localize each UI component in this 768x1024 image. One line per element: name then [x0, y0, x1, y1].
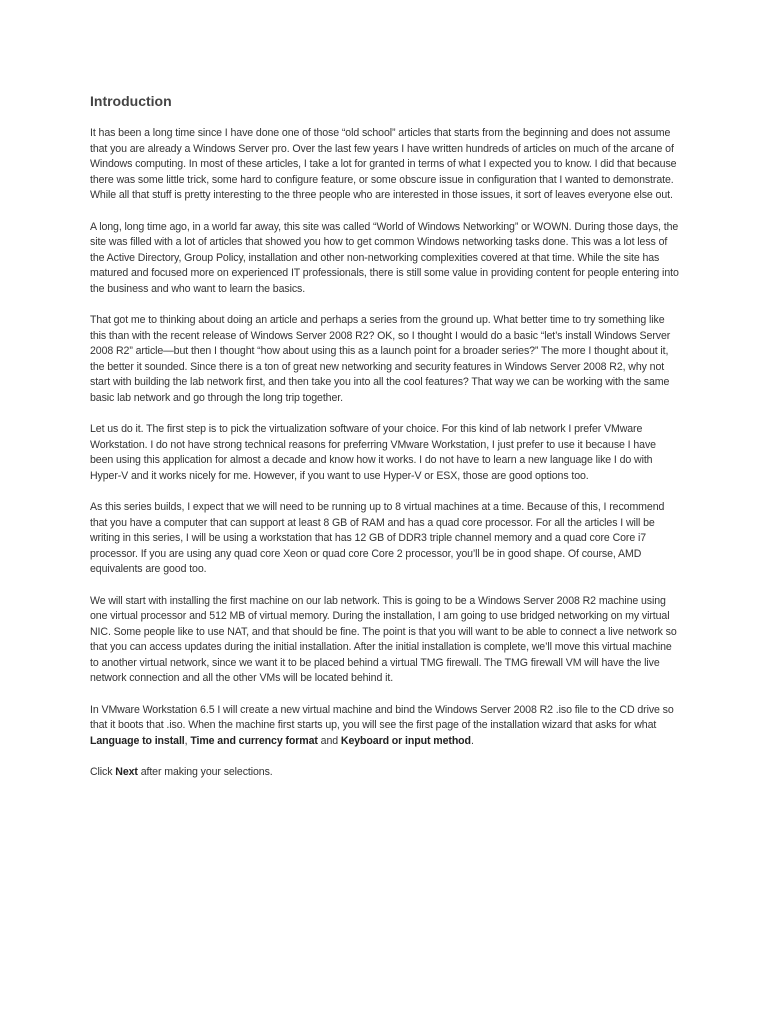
bold-next: Next [115, 766, 138, 778]
bold-language-to-install: Language to install [90, 734, 185, 747]
install-separator-1: , [184, 734, 191, 747]
install-text-after: . [470, 734, 474, 747]
paragraph-install-wizard [90, 703, 680, 750]
paragraph-first-machine: We will start with installing the first machine on our lab network. This is going to be a Windows Server 2008 R2 machine using one virtual processor and 512 MB of virtual memory. During the installation, I am going to use bridged networking on my virtual NIC. Some people like to use NAT, and that should be fine. The point is that you will want to be able to connect a live network so that you can access updates during the initial installation. After the initial installation is complete, we’ll move this virtual machine to another virtual network, since we want it to be placed behind a virtual TMG firewall. The TMG firewall VM will have the live network connection and all the other VMs will be located behind it. [90, 594, 677, 684]
document-page [90, 91, 680, 797]
click-text-before: Click [90, 766, 116, 778]
bold-keyboard-input-method: Keyboard or input method [340, 734, 471, 747]
bold-time-currency-format: Time and currency format [190, 734, 318, 747]
paragraph-click-next [90, 765, 680, 781]
paragraph-hardware: As this series builds, I expect that we will need to be running up to 8 virtual machines at a time. Because of this, I recommend that you have a computer that can support at least 8 GB of RAM and has a quad core processor. For all the articles I will be writing in this series, I will be using a workstation that has 12 GB of DDR3 triple channel memory and a quad core Core i7 processor. If you are using any quad core Xeon or quad core Core 2 processor, you’ll be in good shape. Of course, AMD equivalents are good too. [90, 501, 665, 575]
install-separator-2: and [317, 734, 341, 747]
paragraph-series-idea: That got me to thinking about doing an article and perhaps a series from the ground up. What better time to try something like this than with the recent release of Windows Server 2008 R2? OK, so I thought I would do a basic “let’s install Windows Server 2008 R2” article—but then I thought “how about using this as a launch point for a broader series?” The more I thought about it, the better it sounded. Since there is a ton of great new networking and security features in Windows Server 2008 R2, why not start with building the lab network first, and then take you into all the cool features? That way we can be working with the same basic lab network and go through the long trip together. [90, 314, 671, 404]
paragraph-virtualization: Let us do it. The first step is to pick the virtualization software of your choice. For this kind of lab network I prefer VMware Workstation. I do not have strong technical reasons for preferring VMware Workstation, I just prefer to use it because I have been using this application for almost a decade and know how it works. I do not have to learn a new language like I do with Hyper-V and it works nicely for me. However, if you want to use Hyper-V or ESX, those are good options too. [90, 423, 656, 482]
paragraph-intro: It has been a long time since I have done one of those “old school” articles that starts from the beginning and does not assume that you are already a Windows Server pro. Over the last few years I have written hundreds of articles on much of the arcane of Windows computing. In most of these articles, I take a lot for granted in terms of what I expected you to know. I did that because there was some little trick, some hard to configure feature, or some obscure issue in configuration that I wanted to demonstrate. While all that stuff is pretty interesting to the three people who are interested in those issues, it sort of leaves everyone else out. [90, 127, 677, 201]
section-heading: Introduction [90, 93, 172, 109]
paragraph-wown-history: A long, long time ago, in a world far away, this site was called “World of Windows Networking” or WOWN. During those days, the site was filled with a lot of articles that showed you how to get common Windows networking tasks done. This was a lot less of the Active Directory, Group Policy, installation and other non-networking complexities covered at that time. While the site has matured and focused more on experienced IT professionals, there is still some value in providing content for people entering into the business and who want to learn the basics. [90, 220, 679, 295]
click-text-after: after making your selections. [137, 766, 273, 778]
install-text-before: In VMware Workstation 6.5 I will create a new virtual machine and bind the Windows Server 2008 R2 .iso file to the CD drive so that it boots that .iso. When the machine first starts up, you will see the first page of the installation wizard that asks for what [90, 703, 674, 731]
